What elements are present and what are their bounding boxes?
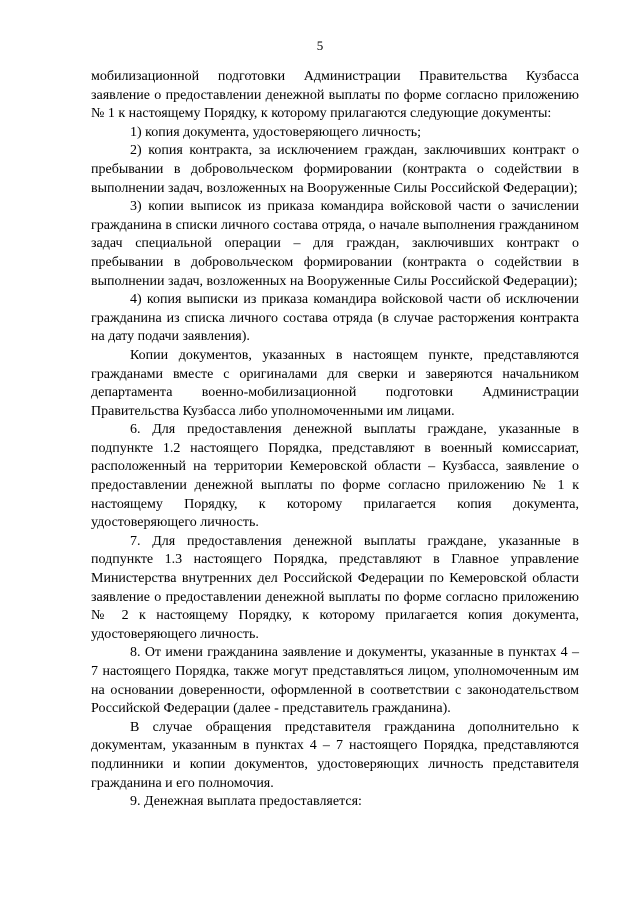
list-item-4: 4) копия выписки из приказа командира войсковой части об исключении гражданина из списка личного состава отряда (в случае расторжения контракта на дату подачи заявления). [91,292,579,345]
list-item-2: 2) копия контракта, за исключением граждан, заключивших контракт о пребывании в добровольческом формировании (контракта о содействии в выполнении задач, возложенных на Вооруженные Силы Российской Федерации); [91,143,579,196]
clause-9: 9. Денежная выплата предоставляется: [130,794,362,810]
list-item-1: 1) копия документа, удостоверяющего личность; [130,124,422,140]
clause-7: 7. Для предоставления денежной выплаты граждане, указанные в подпункте 1.3 настоящего Порядка, представляют в Главное управление Министерства внутренних дел Российской Федерации по Кемеровской области заявление о предоставлении денежной выплаты по форме согласно приложению № 2 к настоящему Порядку, к которому прилагается копия документа, удостоверяющего личность. [91,533,579,642]
list-item-3: 3) копии выписок из приказа командира войсковой части о зачислении гражданина в списки личного состава отряда, о начале выполнения гражданином задач специальной операции – для граждан, заключивших контракт о пребывании в добровольческом формировании (контракта о содействии в выполнении задач, возложенных на Вооруженные Силы Российской Федерации); [91,199,579,289]
paragraph-representative: В случае обращения представителя гражданина дополнительно к документам, указанным в пунктах 4 – 7 настоящего Порядка, представляются подлинники и копии документов, удостоверяющих личность представителя гражданина и его полномочия. [91,719,579,791]
page-number: 5 [316,38,324,53]
document-body [91,68,579,812]
paragraph-copies: Копии документов, указанных в настоящем пункте, представляются гражданами вместе с оригиналами для сверки и заверяются начальником департамента военно-мобилизационной подготовки Администрации Правительства Кузбасса либо уполномоченными им лицами. [91,347,579,419]
paragraph-continuation: мобилизационной подготовки Администрации Правительства Кузбасса заявление о предоставлении денежной выплаты по форме согласно приложению № 1 к настоящему Порядку, к которому прилагаются следующие документы: [91,69,579,122]
clause-8: 8. От имени гражданина заявление и документы, указанные в пунктах 4 – 7 настоящего Порядка, также могут представляться лицом, уполномоченным им на основании доверенности, оформленной в соответствии с законодательством Российской Федерации (далее - представитель гражданина). [91,645,579,717]
clause-6: 6. Для предоставления денежной выплаты граждане, указанные в подпункте 1.2 настоящего Порядка, представляют в военный комиссариат, расположенный на территории Кемеровской области – Кузбасса, заявление о предоставлении денежной выплаты по форме согласно приложению № 1 к настоящему Порядку, к которому прилагается копия документа, удостоверяющего личность. [91,422,579,531]
